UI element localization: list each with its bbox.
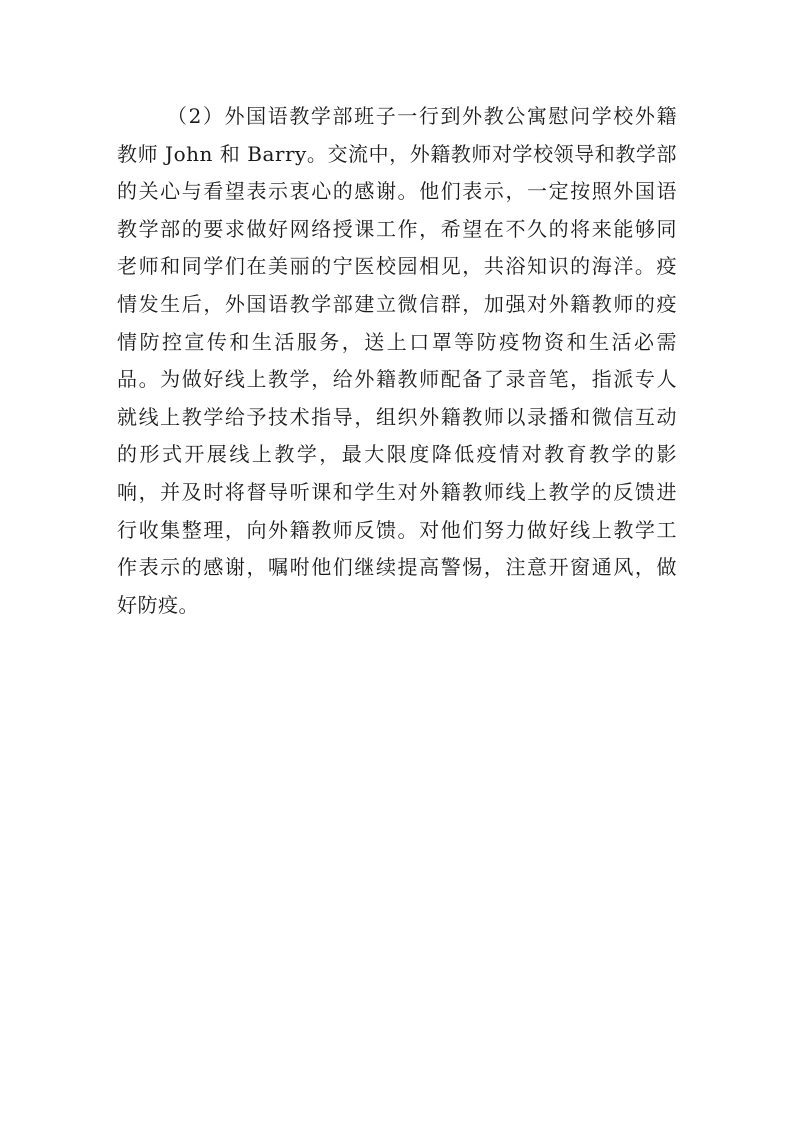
- paragraph-line: 的关心与看望表示衷心的感谢。他们表示，一定按照外国语: [117, 179, 677, 204]
- paragraph-line: 就线上教学给予技术指导，组织外籍教师以录播和微信互动: [117, 404, 677, 429]
- paragraph: [117, 98, 677, 624]
- paragraph-line: 老师和同学们在美丽的宁医校园相见，共浴知识的海洋。疫: [117, 254, 677, 279]
- paragraph-line: 响，并及时将督导听课和学生对外籍教师线上教学的反馈进: [117, 479, 677, 504]
- paragraph-line: 好防疫。: [117, 592, 199, 617]
- paragraph-line: 的形式开展线上教学，最大限度降低疫情对教育教学的影: [117, 442, 677, 467]
- paragraph-line: 情发生后，外国语教学部建立微信群，加强对外籍教师的疫: [117, 291, 677, 316]
- paragraph-line: 品。为做好线上教学，给外籍教师配备了录音笔，指派专人: [117, 367, 677, 392]
- paragraph-line: 情防控宣传和生活服务，送上口罩等防疫物资和生活必需: [117, 329, 677, 354]
- paragraph-line: 行收集整理，向外籍教师反馈。对他们努力做好线上教学工: [117, 517, 677, 542]
- paragraph-line: 作表示的感谢，嘱咐他们继续提高警惕，注意开窗通风，做: [117, 555, 677, 580]
- paragraph-line: （2）外国语教学部班子一行到外教公寓慰问学校外籍: [167, 104, 677, 128]
- paragraph-line: 教师 John 和 Barry。交流中，外籍教师对学校领导和教学部: [117, 141, 677, 166]
- paragraph-line: 教学部的要求做好网络授课工作，希望在不久的将来能够同: [117, 216, 677, 241]
